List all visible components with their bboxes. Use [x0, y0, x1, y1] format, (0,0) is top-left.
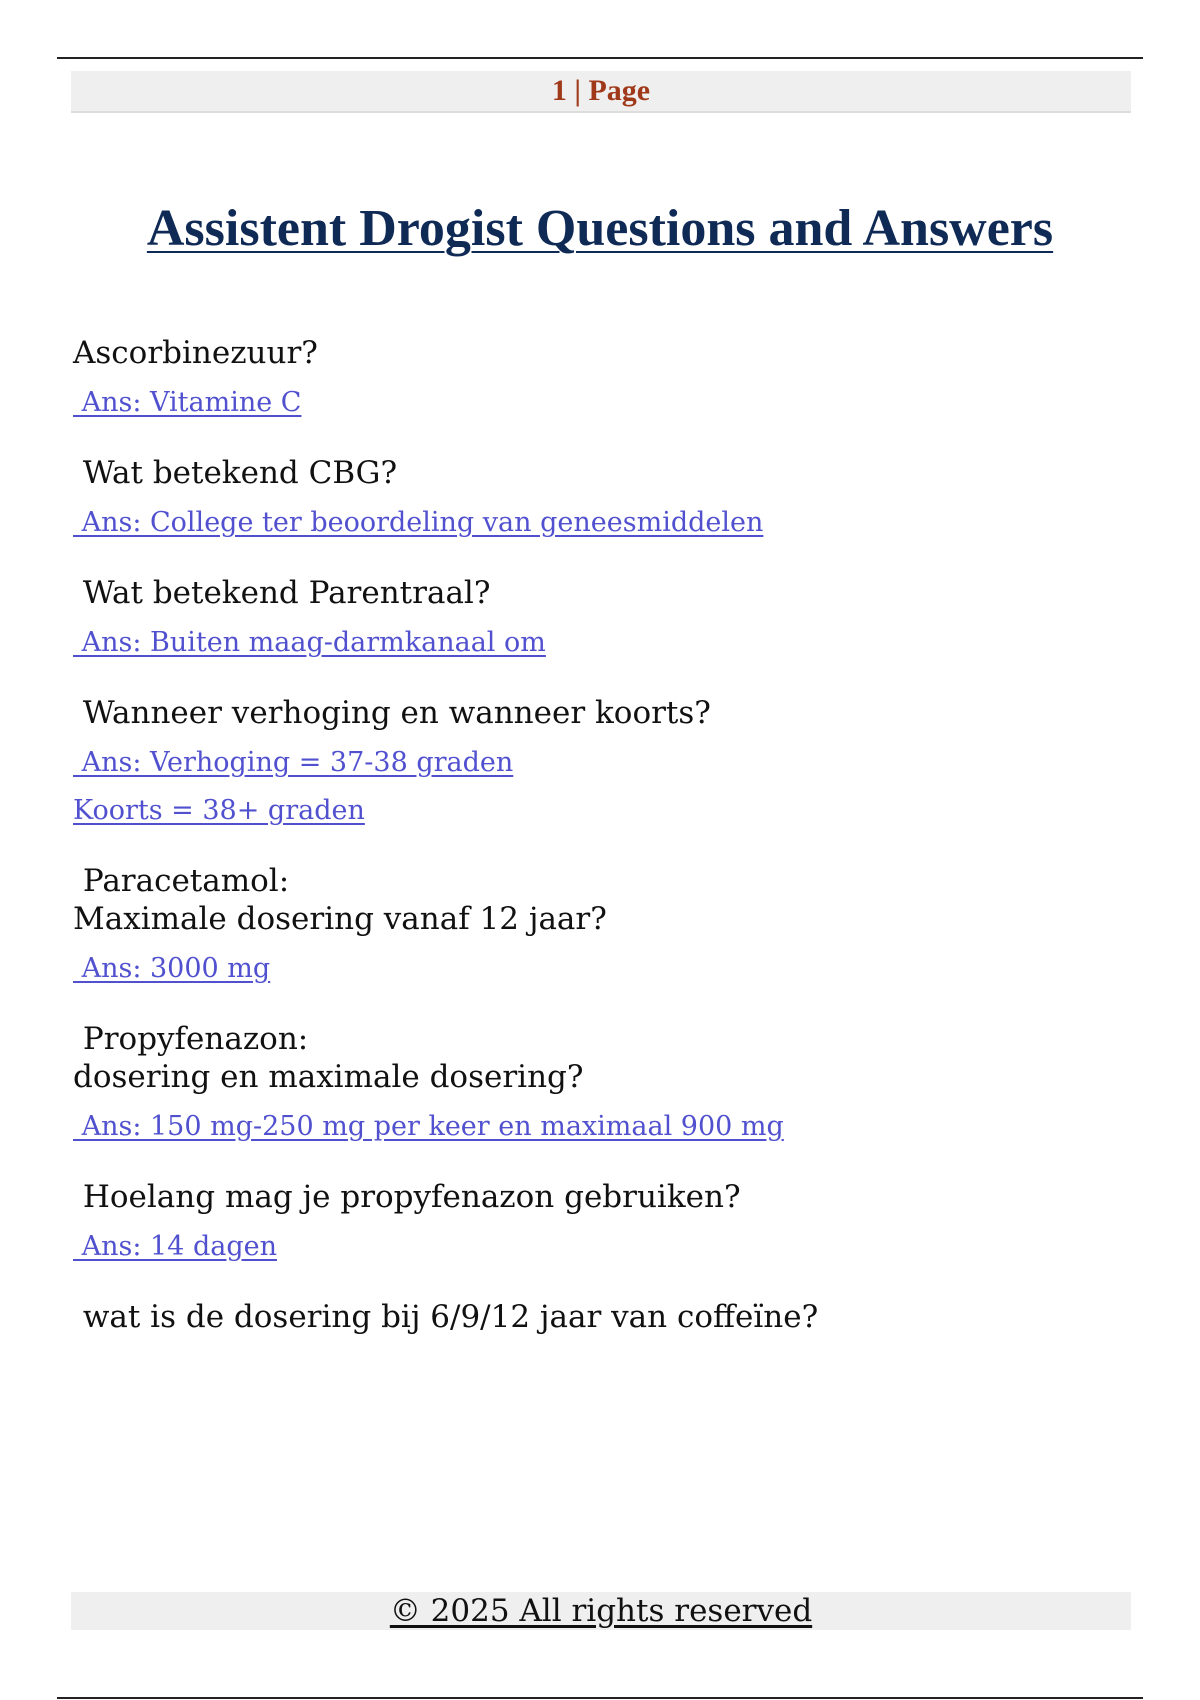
answer-link[interactable]: Ans: 14 dagen: [73, 1231, 277, 1262]
top-rule: [57, 57, 1143, 59]
question-text: Hoelang mag je propyfenazon gebruiken?: [73, 1179, 741, 1215]
answer-link[interactable]: Ans: 3000 mg: [73, 953, 271, 984]
question-text: wat is de dosering bij 6/9/12 jaar van coffeïne?: [73, 1299, 819, 1335]
page-number-label: 1 | Page: [551, 74, 651, 107]
question-text: Wat betekend CBG?: [73, 455, 398, 491]
page-footer: [71, 1592, 1131, 1630]
answer-link[interactable]: Ans: Verhoging = 37-38 graden: [73, 747, 514, 778]
answer-link[interactable]: Ans: 150 mg-250 mg per keer en maximaal 900 mg: [73, 1111, 784, 1142]
question-text: Wanneer verhoging en wanneer koorts?: [73, 695, 711, 731]
question-text: Wat betekend Parentraal?: [73, 575, 491, 611]
question-text: Paracetamol:: [73, 863, 290, 899]
answer-link[interactable]: Ans: Buiten maag-darmkanaal om: [73, 627, 546, 658]
document-title: Assistent Drogist Questions and Answers: [146, 200, 1054, 257]
question-text: Propyfenazon:: [73, 1021, 309, 1057]
question-text: Ascorbinezuur?: [73, 335, 318, 371]
page-header: [71, 71, 1131, 113]
qa-list: [73, 334, 1133, 1350]
question-text-continued: dosering en maximale dosering?: [73, 1059, 584, 1095]
answer-link-continued[interactable]: Koorts = 38+ graden: [73, 795, 365, 826]
question-text-continued: Maximale dosering vanaf 12 jaar?: [73, 901, 607, 937]
answer-link[interactable]: Ans: Vitamine C: [73, 387, 302, 418]
answer-link[interactable]: Ans: College ter beoordeling van geneesmiddelen: [73, 507, 764, 538]
copyright-notice: © 2025 All rights reserved: [389, 1593, 813, 1629]
bottom-rule: [57, 1697, 1143, 1699]
